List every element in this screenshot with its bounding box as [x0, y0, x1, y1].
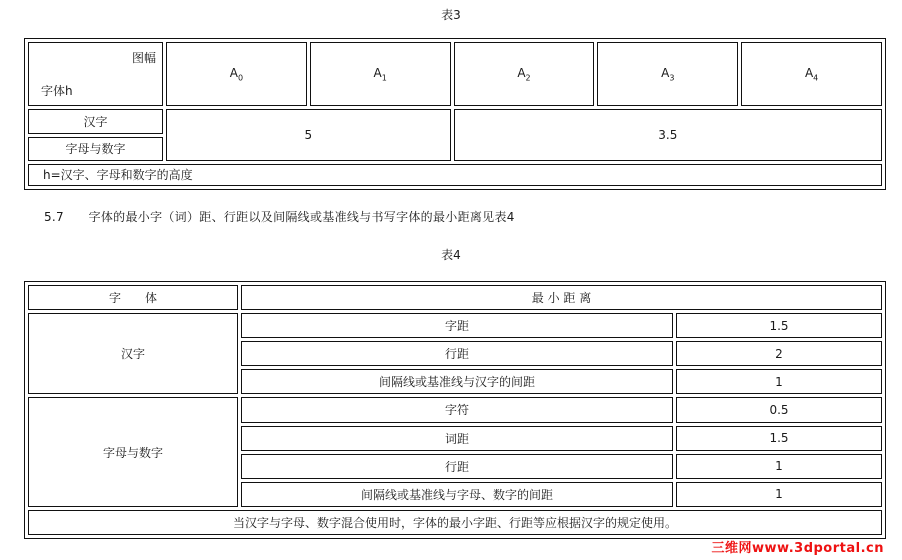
value-cell: 2 — [676, 341, 882, 366]
header-font-height-label: 字体h — [41, 84, 73, 99]
table4-note: 当汉字与字母、数字混合使用时，字体的最小字距、行距等应根据汉字的规定使用。 — [28, 510, 882, 535]
item-cell: 间隔线或基准线与字母、数字的间距 — [241, 482, 673, 507]
item-cell: 字距 — [241, 313, 673, 338]
table3-note: h=汉字、字母和数字的高度 — [28, 164, 882, 186]
header-format-label: 图幅 — [131, 51, 156, 65]
value-cell: 0.5 — [676, 397, 882, 422]
group-letters-digits: 字母与数字 — [28, 397, 238, 506]
row-label-hanzi: 汉字 — [28, 109, 163, 133]
format-a2: $A_2$ — [454, 42, 595, 106]
value-a2-a4: 3.5 — [454, 109, 882, 160]
format-a4: $A_4$ — [741, 42, 882, 106]
item-cell: 字符 — [241, 397, 673, 422]
table4-caption: 表4 — [441, 248, 461, 262]
row-label-letters-digits: 字母与数字 — [28, 137, 163, 161]
item-cell: 行距 — [241, 454, 673, 479]
table4 — [24, 281, 886, 539]
value-a0-a1: 5 — [166, 109, 451, 160]
value-cell: 1 — [676, 369, 882, 394]
table3-header-diagonal-cell — [28, 42, 163, 106]
item-cell: 词距 — [241, 426, 673, 451]
section-5-7-paragraph: 5.7 字体的最小字（词）距、行距以及间隔线或基准线与书写字体的最小距离见表4 — [44, 210, 515, 224]
format-a0: $A_0$ — [166, 42, 307, 106]
value-cell: 1.5 — [676, 313, 882, 338]
col-header-min-distance: 最 小 距 离 — [241, 285, 882, 310]
value-cell: 1 — [676, 454, 882, 479]
table3 — [24, 38, 886, 190]
col-header-font: 字 体 — [28, 285, 238, 310]
value-cell: 1 — [676, 482, 882, 507]
item-cell: 间隔线或基准线与汉字的间距 — [241, 369, 673, 394]
format-a1: $A_1$ — [310, 42, 451, 106]
value-cell: 1.5 — [676, 426, 882, 451]
item-cell: 行距 — [241, 341, 673, 366]
site-watermark: 三维网www.3dportal.cn — [711, 541, 884, 556]
group-hanzi: 汉字 — [28, 313, 238, 394]
table3-caption: 表3 — [441, 8, 461, 22]
format-a3: $A_3$ — [597, 42, 738, 106]
